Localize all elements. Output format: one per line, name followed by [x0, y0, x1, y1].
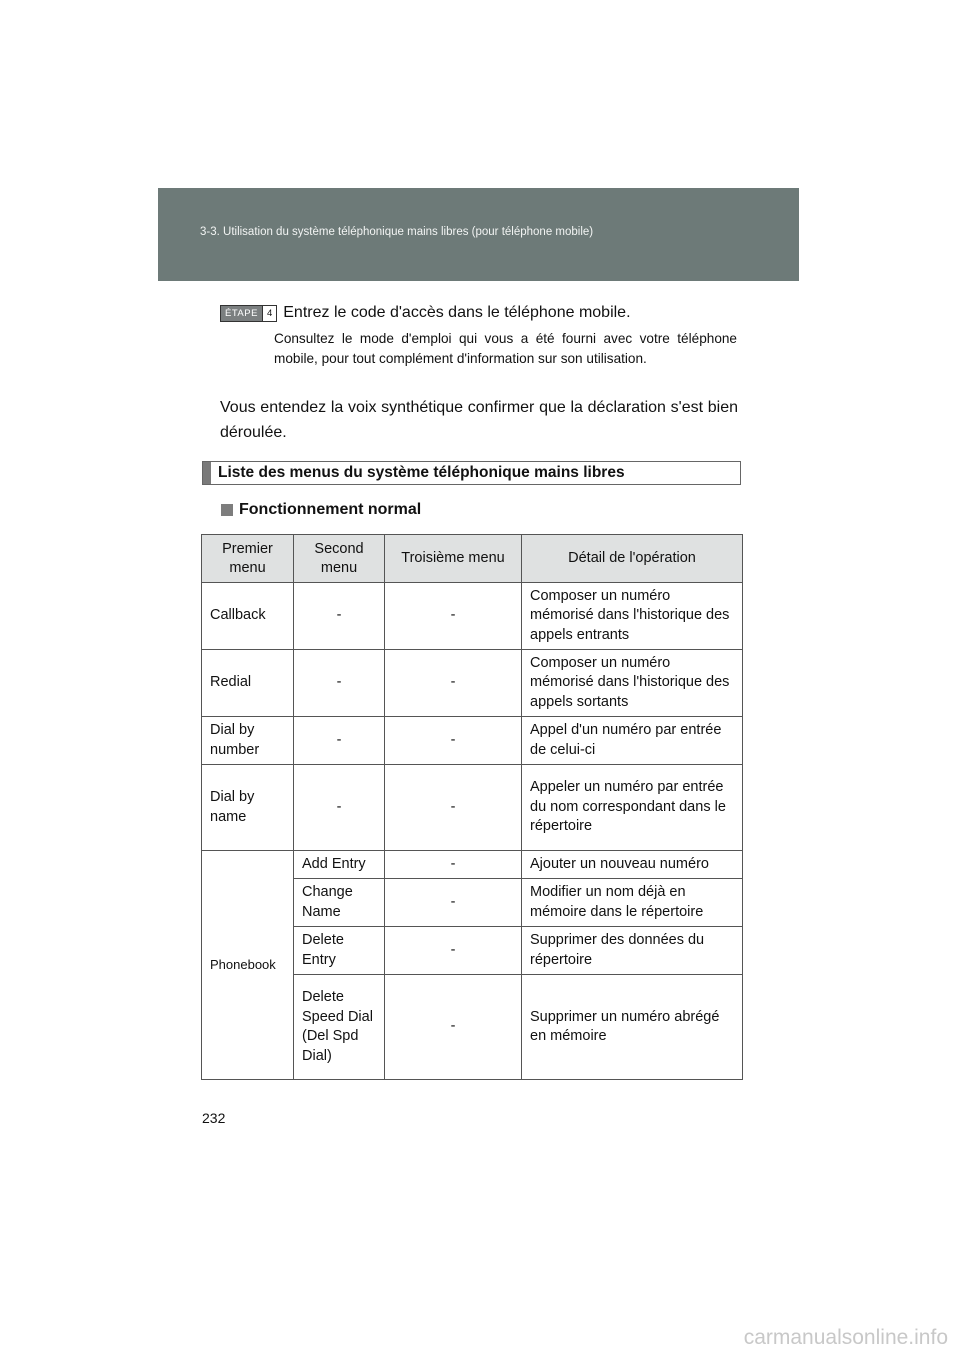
step-4 — [220, 304, 631, 322]
watermark: carmanualsonline.info — [743, 1326, 948, 1349]
table-cell: Dial by name — [202, 765, 294, 851]
table-cell: - — [294, 650, 385, 717]
table-cell: - — [385, 650, 522, 717]
table-cell: - — [385, 975, 522, 1080]
step-title: Entrez le code d'accès dans le téléphone mobile. — [283, 304, 631, 321]
table-cell: - — [385, 765, 522, 851]
table-cell: - — [385, 927, 522, 975]
table-cell: Dial by number — [202, 717, 294, 765]
table-cell: - — [385, 583, 522, 650]
table-cell: Modifier un nom déjà en mémoire dans le répertoire — [522, 879, 743, 927]
table-cell: Composer un numéro mémorisé dans l'historique des appels sortants — [522, 650, 743, 717]
square-bullet-icon — [221, 504, 233, 516]
table-row — [202, 583, 743, 650]
table-row — [202, 650, 743, 717]
step-note: Consultez le mode d'emploi qui vous a été fourni avec votre téléphone mobile, pour tout complément d'information sur son utilisation. — [274, 331, 737, 366]
table-cell: Appeler un numéro par entrée du nom correspondant dans le répertoire — [522, 765, 743, 851]
table-cell: Supprimer un numéro abrégé en mémoire — [522, 975, 743, 1080]
table-cell: - — [385, 851, 522, 879]
table-row — [202, 851, 743, 879]
section-heading-text: Liste des menus du système téléphonique mains libres — [218, 464, 625, 481]
table-cell: Redial — [202, 650, 294, 717]
subsection-heading — [221, 501, 421, 519]
section-heading-bar — [203, 462, 211, 484]
step-label: ÉTAPE — [221, 306, 262, 321]
step-number: 4 — [262, 306, 276, 321]
table-row — [202, 717, 743, 765]
table-row — [202, 765, 743, 851]
table-cell: Composer un numéro mémorisé dans l'historique des appels entrants — [522, 583, 743, 650]
table-cell: Callback — [202, 583, 294, 650]
menu-table — [201, 534, 743, 1080]
table-cell: Delete Entry — [294, 927, 385, 975]
phonebook-cell: Phonebook — [202, 851, 294, 1080]
table-cell: Appel d'un numéro par entrée de celui-ci — [522, 717, 743, 765]
chapter-header-band — [158, 188, 799, 281]
table-cell: - — [294, 583, 385, 650]
column-header: Premier menu — [202, 535, 294, 583]
subsection-heading-text: Fonctionnement normal — [239, 501, 422, 518]
section-heading — [202, 461, 741, 485]
column-header: Troisième menu — [385, 535, 522, 583]
page-number: 232 — [202, 1110, 226, 1126]
table-header-row — [202, 535, 743, 583]
table-cell: Ajouter un nouveau numéro — [522, 851, 743, 879]
table-cell: - — [294, 717, 385, 765]
chapter-breadcrumb: 3-3. Utilisation du système téléphonique mains libres (pour téléphone mobile) — [200, 226, 594, 238]
table-cell: - — [385, 717, 522, 765]
step-badge — [220, 305, 277, 322]
table-cell: Delete Speed Dial (Del Spd Dial) — [294, 975, 385, 1080]
table-cell: - — [294, 765, 385, 851]
column-header: Détail de l'opération — [522, 535, 743, 583]
table-cell: - — [385, 879, 522, 927]
result-text: Vous entendez la voix synthétique confirmer que la déclaration s'est bien déroulée. — [220, 399, 738, 441]
table-cell: Supprimer des données du répertoire — [522, 927, 743, 975]
column-header: Second menu — [294, 535, 385, 583]
table-cell: Change Name — [294, 879, 385, 927]
table-cell: Add Entry — [294, 851, 385, 879]
